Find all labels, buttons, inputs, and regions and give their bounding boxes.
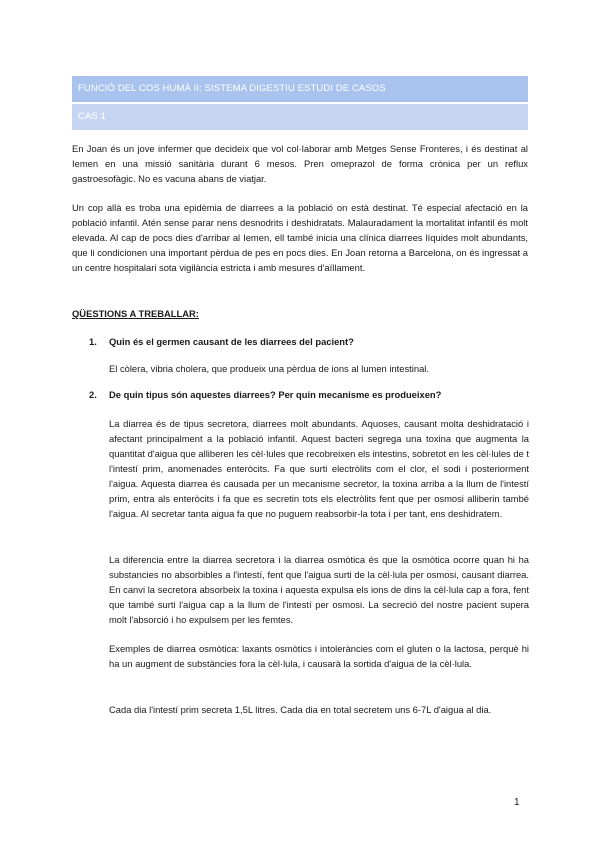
question-2-answer-paragraph-2: La diferencia entre la diarrea secretora i la diarrea osmòtica és que la osmòtica ocorre quan hi ha substancies no absorbibles a l'intestí, fent que l'aigua surti de la cèl·lula per osmosi, causant diarrea. En canvi la secretora absorbeix la toxina i aquesta expulsa els ions de dins la cèl·lula cap a fora, fent que també surti l'aigua cap a la llum de l'intestí per osmosi. La secreció del nostre pacient supera molt l'absorció i ho expulsem per les femtes. xyxy=(109,554,529,625)
intro-paragraph-1: En Joan és un jove infermer que decideix que vol col·laborar amb Metges Sense Fronteres, i és destinat al Iemen en una missió sanitària durant 6 mesos. Pren omeprazol de forma crònica per un reflux gastroesofàgic. No es vacuna abans de viatjar. xyxy=(72,143,528,184)
document-title-banner: FUNCIÓ DEL COS HUMÀ II: SISTEMA DIGESTIU ESTUDI DE CASOS xyxy=(72,76,528,102)
question-1-answer: El còlera, vibria cholera, que produeix una pèrdua de ions al lumen intestinal. xyxy=(109,363,429,374)
question-2-answer-paragraph-4: Cada dia l'intestí prim secreta 1,5L litres. Cada dia en total secretem uns 6-7L d'aigua al dia. xyxy=(109,704,492,715)
question-2-number: 2. xyxy=(89,389,97,400)
question-2-answer-paragraph-3: Exemples de diarrea osmòtica: laxants osmòtics i intoleràncies com el gluten o la lactosa, perquè hi ha un augment de substàncies fora la cèl·lula, i causarà la sortida d'aigua de la cèl·lula. xyxy=(109,643,529,669)
question-2-text: De quin tipus són aquestes diarrees? Per quin mecanisme es produeixen? xyxy=(109,389,442,400)
question-1-number: 1. xyxy=(89,336,97,347)
intro-paragraph-2: Un cop allà es troba una epidèmia de diarrees a la població on està destinat. Té especial afectació en la població infantil. Atén sense parar nens desnodrits i deshidratats. Malauradament la mortalitat infantil és molt elevada. Al cap de pocs dies d'arribar al Iemen, ell també inicia una clínica diarrees líquides molt abundants, que li condicionen una important pèrdua de pes en pocs dies. En Joan retorna a Barcelona, on és ingressat a un centre hospitalari sota vigilància estricta i amb mesures d'aïllament. xyxy=(72,202,528,273)
question-1-text: Quin és el germen causant de les diarrees del pacient? xyxy=(109,336,354,347)
questions-heading: QÜESTIONS A TREBALLAR: xyxy=(72,308,199,319)
case-banner: CAS 1 xyxy=(72,104,528,130)
page-number: 1 xyxy=(514,797,520,808)
question-2-answer-paragraph-1: La diarrea és de tipus secretora, diarrees molt abundants. Aquoses, causant molta deshidratació i afectant principalment a la població infantil. Aquest bacteri segrega una toxina que augmenta la quantitat d'aigua que alliberen les cèl·lules que recobreixen els intestins, sobretot en les cèl·lules de t l'intestí prim, anomenades enteròcits. Fa que surti electròlits com el clor, el sodi i posteriorment l'aigua. Aquesta diarrea és causada per un mecanisme secretor, la toxina arriba a la llum de l'intestí prim, entra als enteròcits i fa que es secretin tots els electròlits fent que per osmosi alliberin també l'aigua. Al secretar tanta aigua fa que no puguem reabsorbir-la tota i per tant, ens deshidratem. xyxy=(109,418,529,519)
